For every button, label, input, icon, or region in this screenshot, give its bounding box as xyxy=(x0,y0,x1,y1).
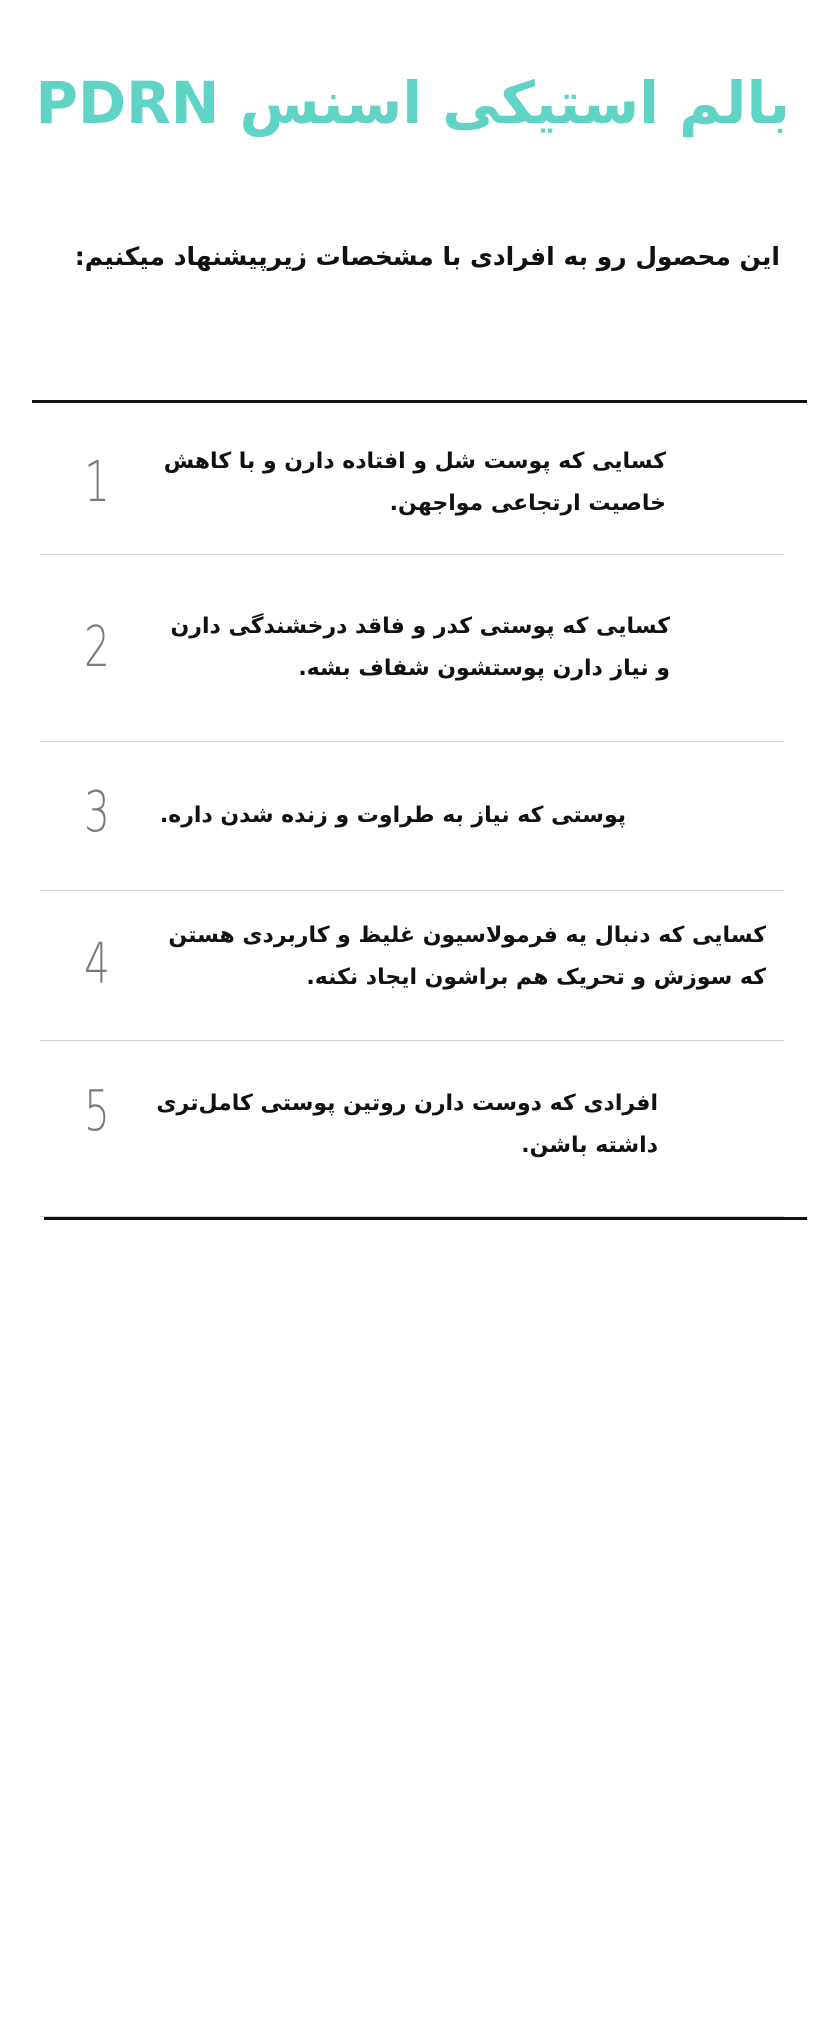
item-text-line: افرادی که دوست دارن روتین پوستی کامل‌تری xyxy=(156,1091,658,1116)
item-number: 1 xyxy=(84,450,110,515)
item-text xyxy=(136,1083,658,1167)
item-number: 5 xyxy=(84,1079,110,1144)
item-text xyxy=(136,441,666,525)
item-text-line: پوستی که نیاز به طراوت و زنده شدن داره. xyxy=(159,803,626,828)
item-text xyxy=(136,606,670,690)
item-text-line: کسایی که پوست شل و افتاده دارن و با کاهش xyxy=(163,449,666,474)
item-number: 4 xyxy=(84,932,110,997)
item-text xyxy=(136,915,766,999)
item-text xyxy=(136,795,626,837)
bottom-divider xyxy=(44,1217,807,1220)
item-text-line: خاصیت ارتجاعی مواجهن. xyxy=(389,491,666,516)
item-text-line: و نیاز دارن پوستشون شفاف بشه. xyxy=(298,656,670,681)
item-number: 2 xyxy=(84,615,110,680)
item-text-line: کسایی که پوستی کدر و فاقد درخشندگی دارن xyxy=(170,614,670,639)
item-text-line: داشته باشن. xyxy=(521,1133,658,1158)
item-text-line: کسایی که دنبال یه فرمولاسیون غلیظ و کاربردی هستن xyxy=(168,923,766,948)
page-title: بالم استیکی اسنس PDRN xyxy=(35,69,790,137)
item-text-line: که سوزش و تحریک هم براشون ایجاد نکنه. xyxy=(306,965,766,990)
intro-text: این محصول رو به افرادی با مشخصات زیرپیشنهاد میکنیم: xyxy=(74,242,780,271)
recommendation-list xyxy=(40,403,784,2026)
item-number: 3 xyxy=(84,780,110,845)
